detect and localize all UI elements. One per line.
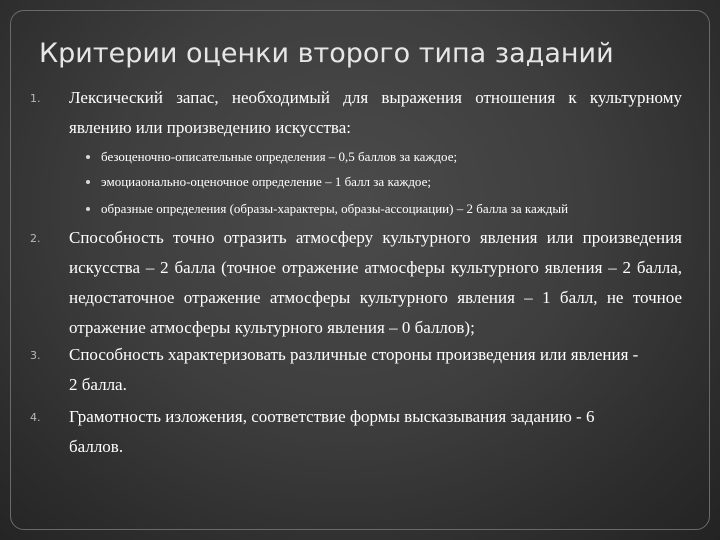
item-text-4: Грамотность изложения, соответствие формы высказывания заданию - 6 баллов. (69, 407, 595, 456)
slide-title: Критерии оценки второго типа заданий (39, 38, 614, 69)
subitem-text: образные определения (образы-характеры, образы-ассоциации) – 2 балла за каждый (101, 201, 569, 216)
item-text-1: Лексический запас, необходимый для выражения отношения к культурному явлению или произведению искусства: (69, 88, 682, 137)
item-number-3: 3. (30, 349, 41, 362)
bullet-icon (86, 180, 90, 184)
item-text-2: Способность точно отразить атмосферу культурного явления или произведения искусства – 2 балла (точное отражение атмосферы культурного явления – 2 балла, недостаточное отражение атмосферы культурного явления – 1 балл, не точное отражение атмосферы культурного явления – 0 баллов); (69, 228, 682, 337)
item-text-3: Способность характеризовать различные стороны произведения или явления - 2 балла. (69, 345, 639, 394)
item-number-1: 1. (30, 92, 41, 105)
subitem-text: эмоциаонально-оценочное определение – 1 балл за каждое; (101, 174, 431, 189)
bullet-icon (86, 155, 90, 159)
subitem-3 (86, 197, 686, 221)
bullet-icon (86, 207, 90, 211)
subitem-2 (86, 170, 686, 194)
subitem-text: безоценочно-описательные определения – 0,5 баллов за каждое; (101, 149, 458, 164)
item-number-2: 2. (30, 232, 41, 245)
item-number-4: 4. (30, 411, 41, 424)
subitem-1 (86, 145, 686, 169)
